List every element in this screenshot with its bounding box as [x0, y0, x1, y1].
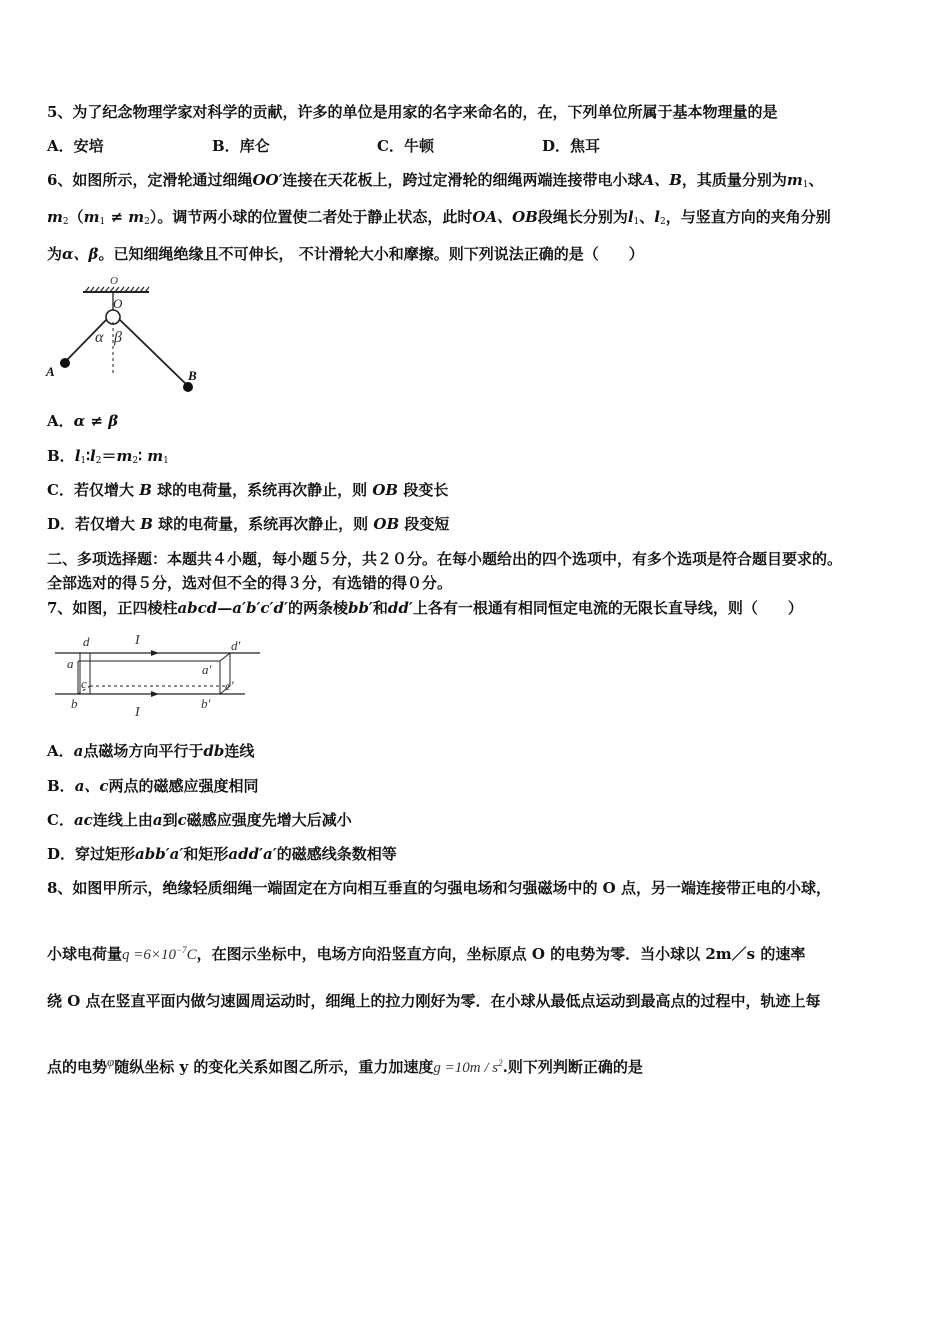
q6-pulley-figure: [40, 272, 220, 397]
label-b: B: [188, 368, 197, 383]
pulley: [106, 310, 120, 324]
ball-b: [183, 382, 193, 392]
label-o-ceiling: O: [110, 275, 118, 287]
rope-ob: [119, 319, 188, 386]
q7-option-b: B．a、c两点的磁感应强度相同: [47, 777, 259, 795]
charge-expression: $q =6\times 10^{-7}C$: [122, 945, 197, 963]
q6-stem-line1: 6、如图所示，定滑轮通过细绳OO′连接在天花板上，跨过定滑轮的细绳两端连接带电小球A、B，其质量分别为$m_1$、: [47, 171, 824, 190]
q7-stem: 7、如图，正四棱柱abcd—a′b′c′d′的两条棱bb′和dd′上各有一根通有相同恒定电流的无限长直导线，则（ ）: [47, 599, 803, 617]
ceiling-hatching: [83, 287, 149, 292]
edge-a-d-prime: [220, 653, 230, 661]
q5-option-b: B．库仑: [212, 137, 270, 155]
q8-stem-line3: 绕 O 点在竖直平面内做匀速圆周运动时，细绳上的拉力刚好为零．在小球从最低点运动到最高点的过程中，轨迹上每: [47, 992, 821, 1010]
label-a: A: [46, 364, 55, 379]
current-arrow-top: [151, 650, 159, 656]
label-alpha: α: [95, 329, 104, 346]
q5-stem: 5、为了纪念物理学家对科学的贡献，许多的单位是用家的名字来命名的，在，下列单位所属于基本物理量的是: [47, 103, 778, 121]
label-c-prime: c′: [225, 678, 234, 693]
label-d: d: [83, 634, 90, 649]
gravity-expression: $g =10m / s^2$: [433, 1058, 503, 1076]
q7-option-a: A．a点磁场方向平行于db连线: [47, 742, 255, 760]
label-beta: β: [114, 329, 122, 346]
q8-stem-line2: 小球电荷量$q =6\times 10^{-7}C$，在图示坐标中，电场方向沿竖直方向，坐标原点 O 的电势为零．当小球以 2m／s 的速率: [47, 945, 806, 963]
label-b-prime: b′: [201, 696, 211, 711]
q7-option-d: D．穿过矩形abb′a′和矩形add′a′的磁感线条数相等: [47, 845, 397, 863]
q6-stem-line3: 为α、β。已知细绳绝缘且不可伸长， 不计滑轮大小和摩擦。则下列说法正确的是（ ）: [47, 245, 644, 263]
label-a-prime: a′: [202, 662, 212, 677]
phi-symbol: φ: [107, 1054, 115, 1069]
q8-stem-line4: 点的电势φ随纵坐标 y 的变化关系如图乙所示，重力加速度$g =10m / s^2$.则下列判断正确的是: [47, 1054, 643, 1076]
q6-option-d: D．若仅增大 B 球的电荷量，系统再次静止，则 OB 段变短: [47, 515, 450, 533]
section2-heading-line2: 全部选对的得５分，选对但不全的得３分，有选错的得０分。: [47, 574, 453, 592]
q5-option-c: C．牛顿: [377, 137, 434, 155]
q6-stem-line2: $m_2(m_1 \ne m_2)$。调节两小球的位置使二者处于静止状态，此时OA、OB段绳长分别为$l_1$、$l_2$，与竖直方向的夹角分别: [47, 208, 831, 227]
label-c: c: [81, 676, 87, 691]
section2-heading-line1: 二、多项选择题：本题共４小题，每小题５分，共２０分。在每小题给出的四个选项中，有多个选项是符合题目要求的。: [47, 550, 843, 568]
label-o-pulley: O: [113, 296, 123, 311]
label-current-top: I: [135, 633, 140, 648]
q6-option-b: B．$l_1∶l_2=m_2∶$ $m_1$: [47, 447, 169, 466]
q6-option-a: A．α ≠ β: [47, 412, 119, 430]
q5-option-a: A．安培: [47, 137, 104, 155]
ball-a: [60, 358, 70, 368]
q7-option-c: C．ac连线上由a到c磁感应强度先增大后减小: [47, 811, 352, 829]
label-current-bottom: I: [135, 705, 140, 720]
current-arrow-bottom: [151, 691, 159, 697]
q5-option-d: D．焦耳: [542, 137, 601, 155]
q7-prism-figure: [55, 630, 265, 720]
label-b: b: [71, 696, 78, 711]
label-a: a: [67, 656, 74, 671]
q8-stem-line1: 8、如图甲所示，绝缘轻质细绳一端固定在方向相互垂直的匀强电场和匀强磁场中的 O 点，另一端连接带正电的小球，: [47, 879, 831, 897]
q6-option-c: C．若仅增大 B 球的电荷量，系统再次静止，则 OB 段变长: [47, 481, 449, 499]
label-d-prime: d′: [231, 638, 241, 653]
